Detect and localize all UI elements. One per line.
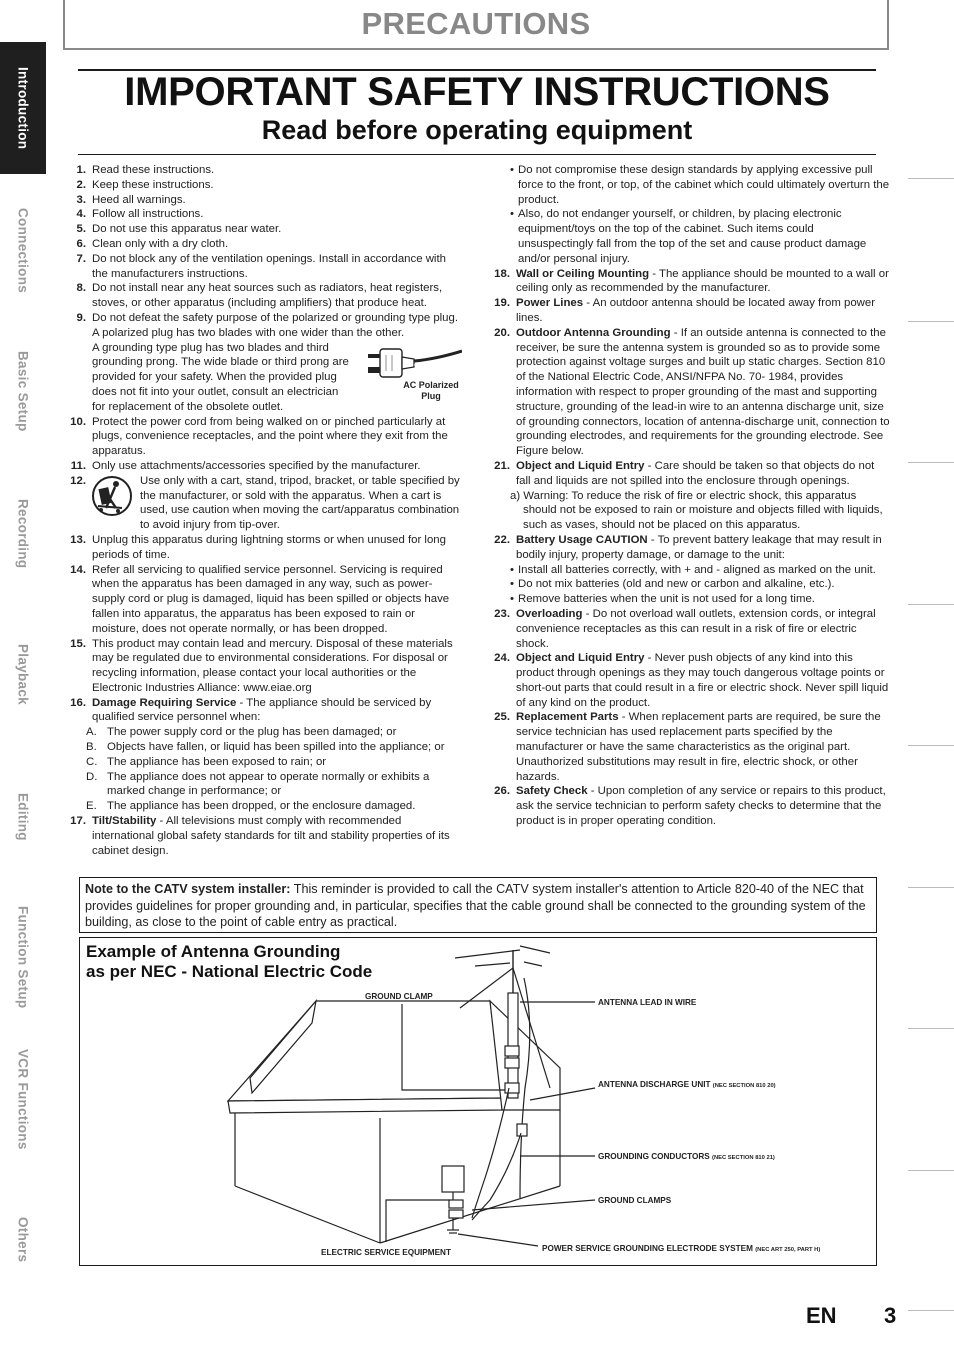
item-text: Clean only with a dry cloth. <box>92 237 229 250</box>
instruction-item <box>62 207 462 222</box>
bullet-icon: • <box>510 578 514 591</box>
tab-label: Others <box>15 1217 31 1263</box>
tab-divider <box>908 178 954 179</box>
sub-item <box>62 725 462 740</box>
item-number: 6. <box>76 237 86 250</box>
item-number: 14. <box>70 563 86 576</box>
instruction-item <box>62 193 462 208</box>
tab-basic-setup[interactable] <box>0 325 46 458</box>
item-number: 3. <box>76 193 86 206</box>
item-heading: Wall or Ceiling Mounting <box>516 267 650 280</box>
bullet-item <box>486 577 890 592</box>
item-text: Only use attachments/accessories specified by the manufacturer. <box>92 459 421 472</box>
item-number: 15. <box>70 637 86 650</box>
sub-item <box>62 740 462 755</box>
item-number: 17. <box>70 815 86 828</box>
item-number: 4. <box>76 208 86 221</box>
bullet-icon: • <box>510 593 514 606</box>
bullet-text: Do not compromise these design standards by applying excessive pull force to the front, or top, of the cabinet which could ultimately overturn the product. <box>518 164 890 206</box>
item-number: 10. <box>70 415 86 428</box>
item-text: - If an outside antenna is connected to the receiver, be sure the antenna system is grounded so as to provide some protection against voltage surges and built up static charges. Section 810 of the National Electric Code, ANSI/NFPA No. 70- 1984, provides information with respect to proper grounding of the mast and supporting structure, grounding of the lead-in wire to an antenna discharge unit, size of grounding connectors, location of antenna-discharge unit, connection to grounding electrodes, and requirements for the grounding electrode. See Figure below. <box>516 326 890 458</box>
item-heading: Damage Requiring Service <box>92 696 237 709</box>
sub-item-text: Objects have fallen, or liquid has been spilled into the appliance; or <box>107 741 445 754</box>
instruction-item <box>486 784 890 828</box>
instruction-item <box>62 533 462 563</box>
antenna-diagram-drawing <box>80 938 878 1267</box>
instruction-item <box>486 533 890 563</box>
item-text: - Do not overload wall outlets, extension cords, or integral convenience receptacles as this can result in a risk of fire or electric shock. <box>516 607 876 650</box>
item-number: 8. <box>76 282 86 295</box>
item-text: - The appliance should be mounted to a wall or ceiling only as recommended by the manufacturer. <box>516 267 889 295</box>
item-heading: Object and Liquid Entry <box>516 652 645 665</box>
item-text: Keep these instructions. <box>92 178 214 191</box>
tab-label: Editing <box>15 792 31 841</box>
diagram-title: Example of Antenna Grounding as per NEC - National Electric Code <box>86 942 373 981</box>
tab-label: Function Setup <box>15 906 31 1009</box>
item-heading: Overloading <box>516 607 583 620</box>
item-text: - When replacement parts are required, be sure the service technician has used replacement parts specified by the manufacturer or have the same characteristics as the original part. Unauthorized substitutions may result in fire, electric shock, or other hazards. <box>516 711 881 783</box>
sub-item <box>62 770 462 800</box>
bullet-item <box>486 563 890 578</box>
section-title: PRECAUTIONS <box>361 6 591 41</box>
instruction-item <box>62 237 462 252</box>
instruction-item <box>62 459 462 474</box>
item-text: This product may contain lead and mercury. Disposal of these materials may be regulated due to environmental considerations. For disposal or recycling information, please contact your local authorities or the Electronic Industries Alliance: www.eiae.org <box>92 637 453 694</box>
sub-item-letter: B. <box>86 741 97 754</box>
tab-introduction[interactable] <box>0 42 46 174</box>
item-number: 18. <box>494 267 510 280</box>
tab-label: Basic Setup <box>15 351 31 432</box>
bullet-text: Also, do not endanger yourself, or children, by placing electronic equipment/toys on the top of the cabinet. Such items could unsuspectingly fall from the top of the set and cause product damage and/or personal injury. <box>518 208 867 265</box>
bullet-icon: • <box>510 563 514 576</box>
bullet-text: Install all batteries correctly, with + and - aligned as marked on the unit. <box>518 563 876 576</box>
item-text: - Upon completion of any service or repairs to this product, ask the service technician to perform safety checks to determine that the product is in proper operating condition. <box>516 785 886 828</box>
item-text: Do not block any of the ventilation openings. Install in accordance with the manufacturers instructions. <box>92 252 446 280</box>
item-number: 13. <box>70 533 86 546</box>
item-number: 19. <box>494 297 510 310</box>
item-number: 12. <box>70 474 86 487</box>
sub-item-letter: C. <box>86 755 98 768</box>
instruction-item <box>486 710 890 784</box>
sub-item-text: The appliance has been dropped, or the enclosure damaged. <box>107 800 416 813</box>
ac-polarized-plug-icon <box>358 341 462 405</box>
tab-recording[interactable] <box>0 467 46 600</box>
bullet-item <box>486 592 890 607</box>
item-text: Follow all instructions. <box>92 208 204 221</box>
item-text: Do not defeat the safety purpose of the polarized or grounding type plug. A polarized plug has two blades with one wider than the other. <box>92 311 459 339</box>
item-number: 23. <box>494 607 510 620</box>
catv-note-text: This reminder is provided to call the CATV system installer's attention to Article 820-40 of the NEC that provides guidelines for proper grounding and, in particular, specifies that the cable ground shall be connected to the grounding system of the building, as close to the point of cable entry as practical. <box>85 882 866 929</box>
bullet-icon: • <box>510 208 514 221</box>
instruction-item <box>486 267 890 297</box>
item-text: Heed all warnings. <box>92 193 186 206</box>
item-number: 20. <box>494 326 510 339</box>
instruction-item <box>62 222 462 237</box>
instruction-item <box>62 415 462 459</box>
instruction-item <box>486 607 890 651</box>
item-text: - All televisions must comply with recommended international global safety standards for tilt and stability properties of its cabinet design. <box>92 815 450 857</box>
tab-divider <box>908 321 954 322</box>
tab-label: VCR Functions <box>15 1049 31 1150</box>
item-heading: Tilt/Stability <box>92 815 157 828</box>
label-antenna-lead-in: ANTENNA LEAD IN WIRE <box>598 998 697 1007</box>
item-number: 1. <box>76 164 86 176</box>
item-number: 24. <box>494 652 510 665</box>
item-heading: Replacement Parts <box>516 711 619 724</box>
label-grounding-electrode: POWER SERVICE GROUNDING ELECTRODE SYSTEM (NEC ART 250, PART H) <box>542 1244 821 1253</box>
instruction-item <box>62 252 462 282</box>
catv-note-heading: Note to the CATV system installer: <box>85 882 291 896</box>
item-text: - Care should be taken so that objects do not fall and liquids are not spilled into the enclosure through openings. <box>516 459 875 487</box>
instruction-item <box>486 326 890 459</box>
tab-divider <box>908 745 954 746</box>
sub-item-text: The appliance does not appear to operate normally or exhibits a marked change in performance; or <box>107 770 430 798</box>
item-number: 2. <box>76 178 86 191</box>
instruction-item <box>62 311 462 415</box>
sub-item-text: The appliance has been exposed to rain; or <box>107 755 327 768</box>
sub-item-letter: D. <box>86 770 98 783</box>
sub-item-text: The power supply cord or the plug has been damaged; or <box>107 726 397 739</box>
page-title: IMPORTANT SAFETY INSTRUCTIONS <box>124 70 830 114</box>
item-text: - Never push objects of any kind into this product through openings as they may touch dangerous voltage points or short-out parts that could result in a fire or electric shock. Never spill liquid of any kind on the product. <box>516 652 889 709</box>
tab-label: Introduction <box>15 66 31 150</box>
item-text: Use only with a cart, stand, tripod, bracket, or table specified by the manufacturer, or sold with the apparatus. When a cart is used, use caution when moving the cart/apparatus combination to avoid injury from tip-over. <box>140 474 460 532</box>
item-text: Unplug this apparatus during lightning storms or when unused for long periods of time. <box>92 533 446 561</box>
item-warning: should not be exposed to rain or moisture and objects filled with liquids, such as vases, should not be placed on this apparatus. <box>523 504 883 532</box>
tab-divider <box>908 1170 954 1171</box>
item-heading: Object and Liquid Entry <box>516 459 645 472</box>
label-ground-clamp: GROUND CLAMP <box>365 992 433 1001</box>
item-text: - The appliance should be serviced by qualified service personnel when: <box>92 696 432 724</box>
item-text: Refer all servicing to qualified service personnel. Servicing is required when the apparatus has been damaged in any way, such as power-supply cord or plug is damaged, liquid has been spilled or objects have fallen into apparatus, the apparatus has been exposed to rain or moisture, does not operate normally, or has been dropped. <box>92 563 450 635</box>
bullet-item <box>486 207 890 266</box>
tab-vcr-functions[interactable] <box>0 1033 46 1166</box>
page-subtitle: Read before operating equipment <box>261 115 693 145</box>
label-antenna-discharge-unit: ANTENNA DISCHARGE UNIT (NEC SECTION 810 20) <box>598 1080 776 1089</box>
tab-label: Playback <box>15 644 31 705</box>
instruction-item <box>486 459 890 489</box>
item-number: 7. <box>76 252 86 265</box>
tab-connections[interactable] <box>0 184 46 317</box>
bullet-text: Remove batteries when the unit is not used for a long time. <box>518 593 815 606</box>
instruction-item <box>62 474 462 533</box>
label-ground-clamps: GROUND CLAMPS <box>598 1196 672 1205</box>
tab-others[interactable] <box>0 1174 46 1306</box>
instruction-item <box>486 651 890 710</box>
item-warning: a) Warning: To reduce the risk of fire or electric shock, this apparatus <box>510 489 857 502</box>
item-heading: Outdoor Antenna Grounding <box>516 326 671 339</box>
tab-label: Recording <box>15 498 31 569</box>
item-text: - To prevent battery leakage that may result in bodily injury, property damage, or damage to the unit: <box>516 533 882 561</box>
bullet-item <box>486 163 890 207</box>
catv-note <box>79 877 877 933</box>
tab-divider <box>908 1028 954 1029</box>
item-heading: Battery Usage CAUTION <box>516 533 648 546</box>
section-header <box>63 0 889 50</box>
sub-item <box>62 755 462 770</box>
cart-warning-icon <box>92 474 132 518</box>
antenna-grounding-diagram <box>79 937 877 1266</box>
svg-text:AC Polarized: AC Polarized <box>403 379 459 390</box>
instruction-item <box>62 637 462 696</box>
right-column <box>486 163 890 829</box>
tab-label: Connections <box>15 207 31 294</box>
item-text: Do not use this apparatus near water. <box>92 223 282 236</box>
item-number: 22. <box>494 533 510 546</box>
bullet-icon: • <box>510 164 514 176</box>
instruction-item <box>62 696 462 726</box>
bullet-text: Do not mix batteries (old and new or carbon and alkaline, etc.). <box>518 578 835 591</box>
item-text: Protect the power cord from being walked on or pinched particularly at plugs, convenience receptacles, and the point where they exit from the apparatus. <box>92 415 448 458</box>
sub-item <box>62 799 462 814</box>
title-rule-bottom <box>78 154 876 155</box>
instruction-item <box>62 178 462 193</box>
language-code: EN <box>806 1303 837 1328</box>
item-number: 5. <box>76 223 86 236</box>
instruction-item <box>62 163 462 178</box>
label-electric-service-equipment: ELECTRIC SERVICE EQUIPMENT <box>321 1248 451 1257</box>
label-grounding-conductors: GROUNDING CONDUCTORS (NEC SECTION 810 21) <box>598 1152 775 1161</box>
item-number: 25. <box>494 711 510 724</box>
sub-item-letter: A. <box>86 726 97 739</box>
svg-text:Plug: Plug <box>421 390 441 401</box>
item-text: - An outdoor antenna should be located away from power lines. <box>516 297 876 324</box>
item-heading: Power Lines <box>516 297 584 310</box>
item-number: 21. <box>494 459 510 472</box>
item-number: 26. <box>494 785 510 798</box>
item-number: 16. <box>70 696 86 709</box>
left-column <box>62 163 462 858</box>
instruction-item <box>62 281 462 311</box>
tab-playback[interactable] <box>0 608 46 741</box>
tab-divider <box>908 1310 954 1311</box>
tab-divider <box>908 462 954 463</box>
item-text: Read these instructions. <box>92 164 215 176</box>
sub-item-letter: E. <box>86 800 97 813</box>
tab-divider <box>908 887 954 888</box>
instruction-item <box>62 563 462 637</box>
tab-editing[interactable] <box>0 750 46 883</box>
page-number: 3 <box>884 1303 897 1328</box>
tab-divider <box>908 604 954 605</box>
instruction-item <box>62 814 462 858</box>
item-number: 11. <box>70 459 86 472</box>
tab-function-setup[interactable] <box>0 891 46 1024</box>
instruction-item <box>486 296 890 326</box>
item-number: 9. <box>76 311 86 324</box>
item-text: Do not install near any heat sources such as radiators, heat registers, stoves, or other apparatus (including amplifiers) that produce heat. <box>92 282 443 310</box>
item-text: A grounding type plug has two blades and third grounding prong. The wide blade or third prong are provided for your safety. When the provided plug does not fit into your outlet, consult an electrician for replacement of the obsolete outlet. <box>92 341 349 413</box>
item-heading: Safety Check <box>516 785 588 798</box>
